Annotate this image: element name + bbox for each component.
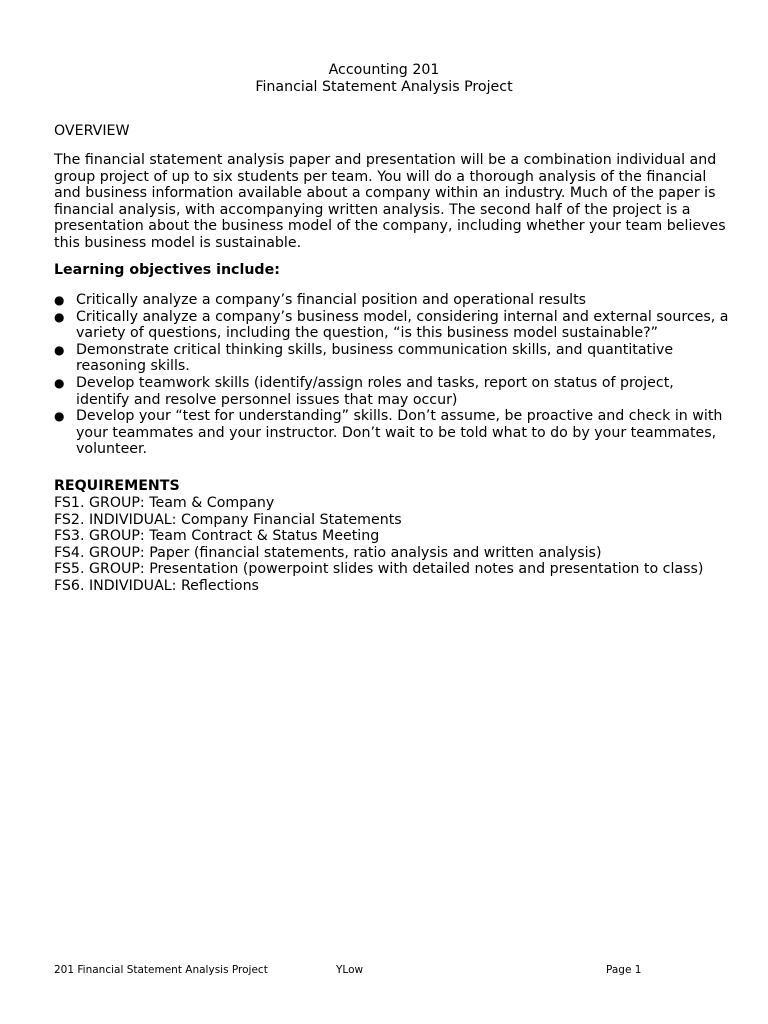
requirement-item: FS6. INDIVIDUAL: Reflections <box>54 577 259 594</box>
requirement-item: FS5. GROUP: Presentation (powerpoint slides with detailed notes and presentation to class) <box>54 561 704 578</box>
objective-line: reasoning skills. <box>76 358 190 375</box>
requirement-item: FS2. INDIVIDUAL: Company Financial Statements <box>54 511 402 528</box>
objective-line: Demonstrate critical thinking skills, business communication skills, and quantitative <box>76 341 674 358</box>
learning-objectives-list <box>54 292 729 458</box>
overview-line: financial analysis, with accompanying written analysis. The second half of the project is a <box>54 201 691 218</box>
bullet-icon: ● <box>54 342 65 357</box>
requirement-item: FS4. GROUP: Paper (financial statements, ratio analysis and written analysis) <box>54 544 602 561</box>
document-title <box>54 62 714 96</box>
objective-line: Critically analyze a company’s financial position and operational results <box>76 292 587 308</box>
footer-author: YLow <box>336 964 364 976</box>
objective-line: Critically analyze a company’s business model, considering internal and external sources, a <box>76 308 729 325</box>
requirements-heading: REQUIREMENTS <box>54 478 180 494</box>
objective-line: your teammates and your instructor. Don’t wait to be told what to do by your teammates, <box>76 424 717 441</box>
course-title: Accounting 201 <box>328 62 440 78</box>
objective-item <box>54 308 729 342</box>
requirement-item: FS1. GROUP: Team & Company <box>54 495 275 511</box>
overview-paragraph <box>54 152 726 252</box>
project-title: Financial Statement Analysis Project <box>255 79 513 95</box>
objective-line: variety of questions, including the question, “is this business model sustainable?” <box>76 325 659 342</box>
objective-line: volunteer. <box>76 441 148 458</box>
objective-line: Develop your “test for understanding” skills. Don’t assume, be proactive and check in with <box>76 408 723 425</box>
objective-line: Develop teamwork skills (identify/assign roles and tasks, report on status of project, <box>76 374 674 391</box>
bullet-icon: ● <box>54 409 65 424</box>
objective-line: identify and resolve personnel issues that may occur) <box>76 391 458 408</box>
overview-line: and business information available about a company within an industry. Much of the paper is <box>54 185 716 202</box>
requirements-list <box>54 495 703 595</box>
overview-line: group project of up to six students per team. You will do a thorough analysis of the financial <box>54 168 707 185</box>
bullet-icon: ● <box>54 293 65 307</box>
objective-item <box>54 375 722 408</box>
footer-page-number: Page 1 <box>606 964 642 976</box>
overview-line: this business model is sustainable. <box>54 234 302 251</box>
requirement-item: FS3. GROUP: Team Contract & Status Meeting <box>54 528 380 545</box>
overview-line: The financial statement analysis paper and presentation will be a combination individual and <box>54 152 717 168</box>
learning-objectives-heading: Learning objectives include: <box>54 262 280 278</box>
objective-item <box>54 342 722 375</box>
bullet-icon: ● <box>54 375 65 390</box>
overview-heading: OVERVIEW <box>54 123 130 139</box>
objective-item <box>54 408 722 458</box>
footer-document-name: 201 Financial Statement Analysis Project <box>54 964 268 976</box>
overview-line: presentation about the business model of the company, including whether your team believes <box>54 218 726 235</box>
objective-item <box>54 292 722 309</box>
bullet-icon: ● <box>54 309 65 324</box>
